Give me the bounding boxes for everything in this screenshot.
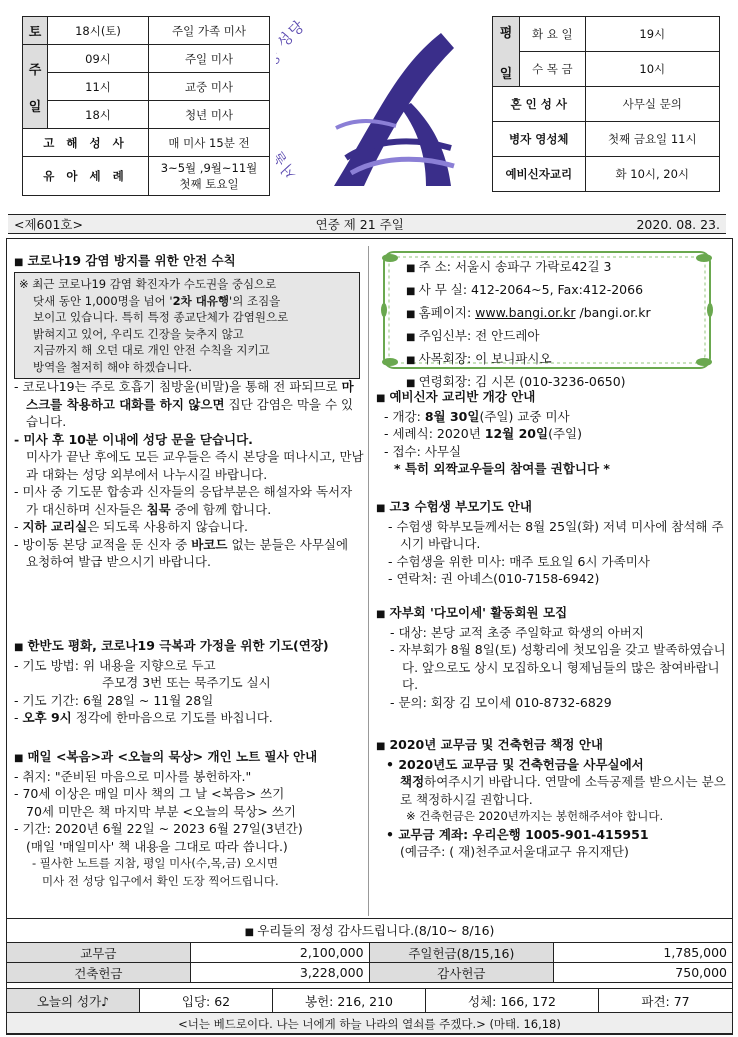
wed-fri-time: 10시 (585, 52, 719, 87)
rule-barcode: - 방이동 본당 교적을 둔 신자 중 바코드 없는 분들은 사무실에 요청하여 발급 받으시기 바랍니다. (14, 536, 349, 569)
hymn-recessional: 파견: 77 (599, 989, 733, 1014)
exam-section: ■ 고3 수험생 부모기도 안내 - 수험생 학부모들께서는 8월 25일(화) 저녁 미사에 참석해 주시기 바랍니다. - 수험생을 위한 미사: 매주 토요일 6시 가족미사 - 연락처: 권 아녜스(010-7158-6942) (376, 499, 724, 586)
tuesday-time: 19시 (585, 17, 719, 52)
rule-prayer: - 미사 중 기도문 합송과 신자들의 응답부분은 해설자와 독서자가 대신하며 신자들은 침묵 중에 함께 합니다. (14, 484, 353, 517)
offering-table (6, 942, 733, 983)
hymn-table (6, 988, 733, 1014)
catechism-value: 화 10시, 20시 (585, 157, 719, 192)
sunday-time-3: 18시 (48, 101, 149, 129)
sunday-label-1: 주일 미사 (149, 45, 270, 73)
offering-title: ■ 우리들의 정성 감사드립니다.(8/10~ 8/16) (6, 918, 733, 942)
covid-title: 코로나19 감염 방지를 위한 안전 수칙 (27, 253, 236, 268)
sick-communion-value: 첫째 금요일 11시 (585, 122, 719, 157)
weekday-key: 평 일 (493, 17, 520, 87)
prayer-title: 한반도 평화, 코로나19 극복과 가정을 위한 기도(연장) (27, 638, 329, 653)
parish-info-box (378, 246, 716, 389)
catechism-section: ■ 예비신자 교리반 개강 안내 - 개강: 8월 30일(주일) 교중 미사 - 세례식: 2020년 12월 20일(주일) - 접수: 사무실 * 특히 외짝교우들의 참여를 권합니다 * (376, 389, 610, 476)
wedding-value: 사무실 문의 (585, 87, 719, 122)
sunday-time-1: 09시 (48, 45, 149, 73)
homepage-link[interactable]: www.bangi.or.kr (475, 305, 576, 320)
saturday-key: 토 (23, 17, 48, 45)
column-divider (368, 246, 369, 916)
address-line: ■ 주 소: 서울시 송파구 가락로42길 3 (406, 256, 651, 279)
sick-communion-label: 병자 영성체 (493, 122, 586, 157)
scripture-verse: <너는 베드로이다. 나는 너에게 하늘 나라의 열쇠를 주겠다.> (마태. 16,18) (6, 1012, 733, 1034)
covid-notice-box: ※ 최근 코로나19 감염 확진자가 수도권을 중심으로 닷새 동안 1,000명을 넘어 '2차 대유행'의 조짐을 보이고 있습니다. 특히 특정 종교단체가 감염원으로 밝혀지고 있어, 우리도 긴장을 늦추지 않고 지금까지 해 오던 대로 개인 안전 수칙을 지키고 방역을 철저히 해야 하겠습니다. (14, 272, 360, 379)
homepage-line: ■ 홈페이지: www.bangi.or.kr /bangi.or.kr (406, 302, 651, 325)
svg-text:서울대교구 방이동 성당: 서 성당 (276, 16, 309, 183)
issue-number: <제601호> (14, 217, 83, 232)
father-club-title: 자부회 '다모이세' 활동회원 모집 (389, 605, 568, 620)
exam-title: 고3 수험생 부모기도 안내 (389, 499, 532, 514)
rule-door-detail: 미사가 끝난 후에도 모든 교우들은 즉시 본당을 떠나시고, 만남과 대화는 성당 외부에서 나누시길 바랍니다. (26, 449, 364, 482)
table-row: 교무금 2,100,000 주일헌금(8/15,16) 1,785,000 (7, 943, 733, 963)
note-title: 매일 <복음>과 <오늘의 묵상> 개인 노트 필사 안내 (27, 749, 318, 764)
prayer-section: ■ 한반도 평화, 코로나19 극복과 가정을 위한 기도(연장) - 기도 방법: 위 내용을 지향으로 두고 주모경 3번 또는 묵주기도 실시 - 기도 기간: 6월 28일 ~ 11월 28일 - 오후 9시 정각에 한마음으로 기도를 바칩니다. (14, 638, 329, 725)
table-row: 건축헌금 3,228,000 감사헌금 750,000 (7, 963, 733, 983)
pastor-line: ■ 주임신부: 전 안드레아 (406, 325, 651, 348)
federation-line: ■ 연령회장: 김 시몬 (010-3236-0650) (406, 371, 651, 394)
catechism-title: 예비신자 교리반 개강 안내 (389, 389, 536, 404)
sunday-key: 주 일 (23, 45, 48, 129)
secretary-line: ■ 사목회장: 이 보니파시오 (406, 348, 651, 371)
issue-strip (8, 214, 726, 234)
confession-value: 매 미사 15분 전 (149, 129, 270, 157)
rule-door: - 미사 후 10분 이내에 성당 문을 닫습니다. (14, 431, 253, 447)
parish-logo (276, 8, 488, 208)
note-section: ■ 매일 <복음>과 <오늘의 묵상> 개인 노트 필사 안내 - 취지: "준비된 마음으로 미사를 봉헌하자." - 70세 이상은 매일 미사 책의 그 날 <복음> 쓰기 70세 미만은 책 마지막 부분 <오늘의 묵상> 쓰기 - 기간: 2020년 6월 22일 ~ 2023 6월 27일(3년간) (매일 '매일미사' 책 내용을 그대로 따라 씁니다.) - 필사한 노트를 지참, 평일 미사(수,목,금) 오시면 미사 전 성당 입구에서 확인 도장 찍어드립니다. (14, 749, 318, 888)
fund-title: 2020년 교무금 및 건축헌금 책정 안내 (389, 737, 603, 752)
office-line: ■ 사 무 실: 412-2064~5, Fax:412-2066 (406, 279, 651, 302)
infant-baptism-label: 유 아 세 례 (23, 157, 149, 196)
sunday-label-3: 청년 미사 (149, 101, 270, 129)
father-club-section: ■ 자부회 '다모이세' 활동회원 모집 - 대상: 본당 교적 초중 주일학교 학생의 아버지 - 자부회가 8월 8일(토) 성황리에 첫모임을 갖고 발족하였습니다. 앞으로도 상시 모집하오니 형제님들의 많은 참여바랍니다. - 문의: 회장 김 모이세 010-8732-6829 (376, 605, 726, 710)
hymn-offertory: 봉헌: 216, 210 (273, 989, 426, 1014)
saturday-time: 18시(토) (48, 17, 149, 45)
saturday-label: 주일 가족 미사 (149, 17, 270, 45)
confession-label: 고 해 성 사 (23, 129, 149, 157)
rule-mask: - 코로나19는 주로 호흡기 침방울(비말)을 통해 전 파되므로 마스크를 착용하고 대화를 하지 않으면 집단 감염은 막을 수 있습니다. (14, 379, 354, 429)
weekday-schedule-table (492, 16, 720, 192)
wed-fri-label: 수 목 금 (520, 52, 586, 87)
hymn-entrance: 입당: 62 (140, 989, 273, 1014)
parish-logo-icon (276, 8, 488, 208)
sunday-label-2: 교중 미사 (149, 73, 270, 101)
covid-rules (14, 378, 364, 571)
tuesday-label: 화 요 일 (520, 17, 586, 52)
liturgical-week: 연중 제 21 주일 (315, 217, 404, 232)
covid-title-block: ■ 코로나19 감염 방지를 위한 안전 수칙 (14, 253, 236, 268)
wedding-label: 혼 인 성 사 (493, 87, 586, 122)
rule-basement: - 지하 교리실은 되도록 사용하지 않습니다. (14, 519, 249, 534)
catechism-label: 예비신자교리 (493, 157, 586, 192)
hymn-communion: 성체: 166, 172 (426, 989, 599, 1014)
infant-baptism-value: 3~5월 ,9월~11월 첫째 토요일 (149, 157, 270, 196)
sunday-time-2: 11시 (48, 73, 149, 101)
issue-date: 2020. 08. 23. (636, 216, 720, 232)
mass-schedule-table (22, 16, 270, 196)
fund-section: ■ 2020년 교무금 및 건축헌금 책정 안내 • 2020년도 교무금 및 건축헌금을 사무실에서 책정하여주시기 바랍니다. 연말에 소득공제를 받으시는 분으로 책정하시길 권합니다. ※ 건축헌금은 2020년까지는 봉헌해주셔야 합니다. • 교무금 계좌: 우리은행 1005-901-415951 (예금주: ( 재)천주교서울대교구 유지재단) (376, 737, 726, 859)
hymn-label: 오늘의 성가♪ (7, 989, 140, 1014)
